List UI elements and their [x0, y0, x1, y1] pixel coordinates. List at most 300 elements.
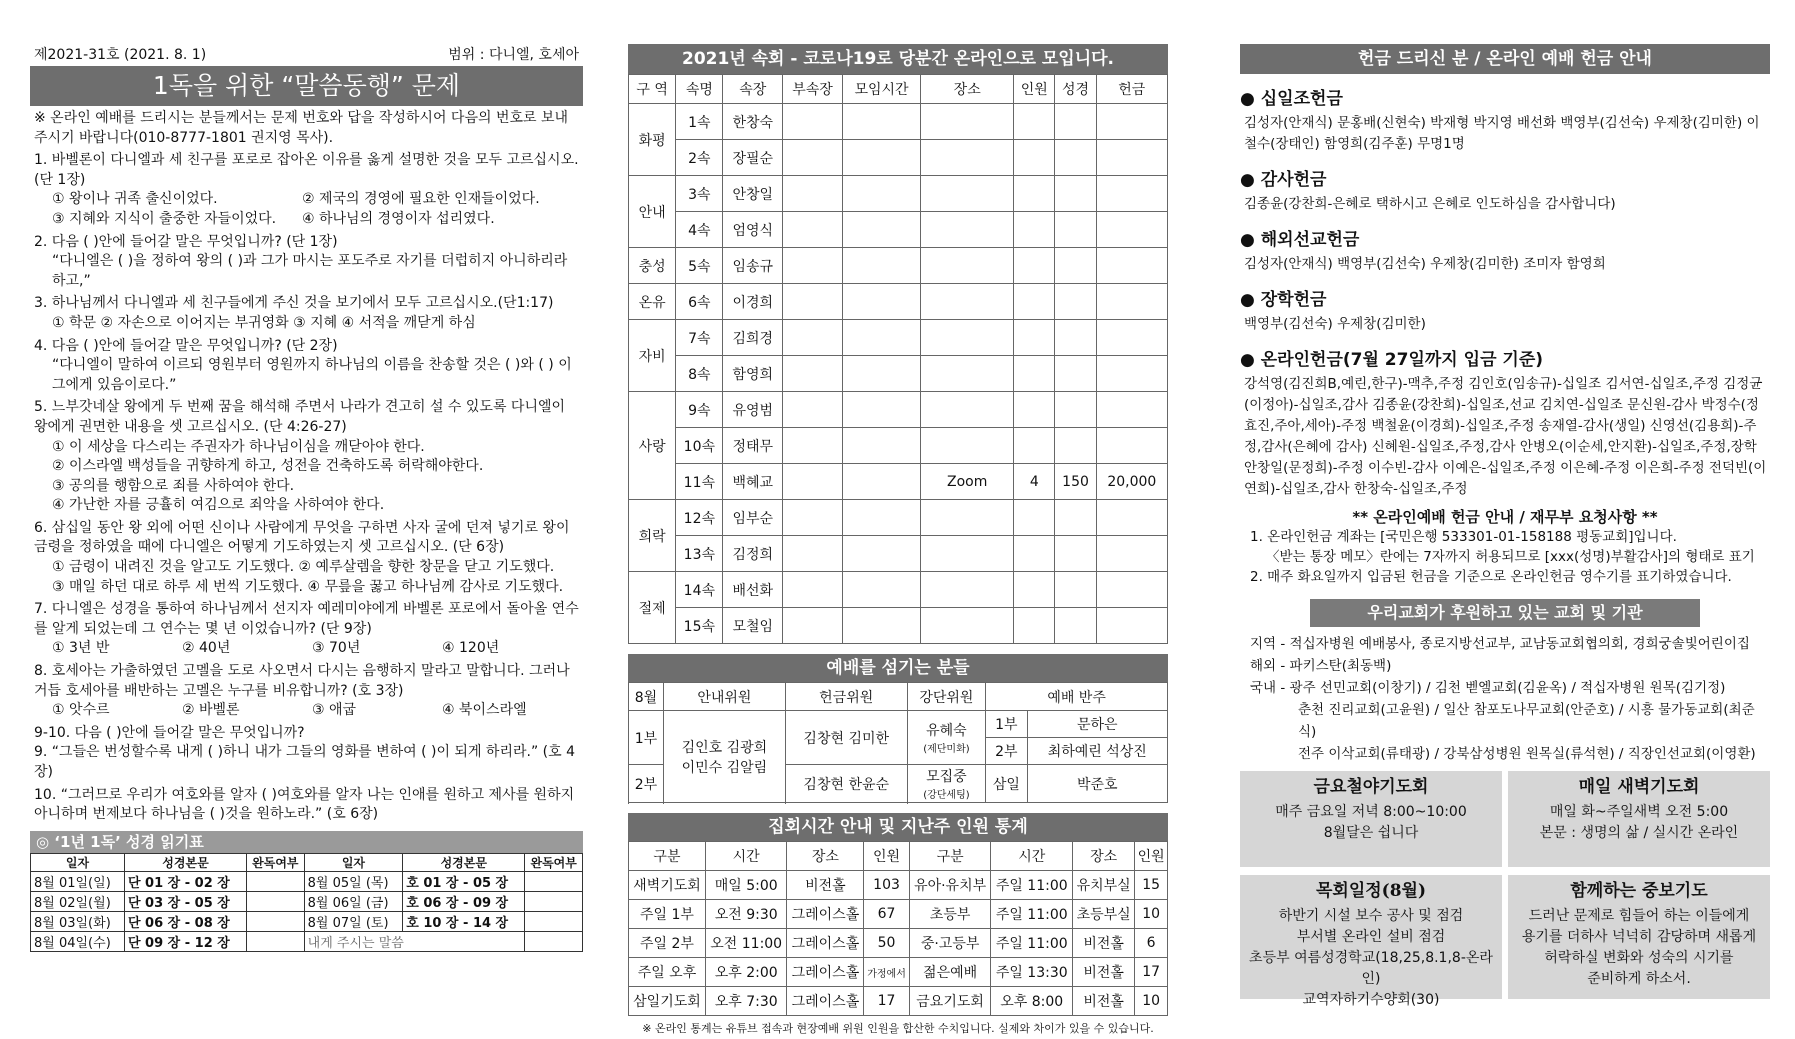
group-cell: [921, 176, 1014, 212]
column-header: 인원: [1135, 842, 1168, 871]
question-5: 5. 느부갓네살 왕에게 두 번째 꿈을 해석해 주면서 나라가 견고히 설 수 있도록 다니엘이 왕에게 권면한 내용을 셋 고르십시오. (단 4:26-27): [34, 399, 566, 435]
leader-cell: 김정희: [723, 536, 783, 572]
group-cell: [1014, 140, 1055, 176]
stats-cell: 유아·유치부: [909, 871, 991, 900]
group-name-cell: 1속: [676, 104, 723, 140]
column-header: 시간: [991, 842, 1073, 871]
request-item: 2. 매주 화요일까지 입금된 헌금을 기준으로 온라인헌금 영수기를 표기하였습니다.: [1250, 569, 1732, 585]
table-row: [629, 320, 1168, 356]
group-cell: [842, 176, 920, 212]
done-checkbox[interactable]: [525, 911, 583, 931]
friday-prayer-box: [1240, 771, 1502, 867]
column-header: 구분: [909, 842, 991, 871]
group-name-cell: 6속: [676, 284, 723, 320]
quiz-title: 1독을 위한 “말씀동행” 문제: [30, 66, 583, 106]
stats-cell: 10: [1135, 987, 1168, 1016]
group-name-cell: 15속: [676, 608, 723, 644]
altar-name: 모집중: [926, 769, 967, 785]
group-cell: Zoom: [921, 464, 1014, 500]
group-cell: [842, 536, 920, 572]
scholarship-names: 백영부(김선숙) 우제창(김미한): [1244, 316, 1426, 332]
q1-option: ① 왕이나 귀족 출신이었다.: [52, 191, 218, 208]
leader-cell: 백혜교: [723, 464, 783, 500]
group-cell: [783, 212, 843, 248]
question-1: 1. 바벨론이 다니엘과 세 친구를 포로로 잡아온 이유를 옳게 설명한 것을 모두 고르십시오. (단 1장): [34, 152, 579, 188]
group-cell: [842, 140, 920, 176]
table-row: [629, 958, 1168, 987]
group-cell: [1014, 176, 1055, 212]
column-header: 일자: [304, 853, 403, 871]
table-row: [629, 392, 1168, 428]
group-cell: [783, 140, 843, 176]
intercession-box: [1508, 875, 1770, 999]
box-title: 금요철야기도회: [1313, 777, 1429, 797]
scholarship-heading: ● 장학헌금: [1240, 290, 1327, 310]
column-header: 인원: [864, 842, 909, 871]
column-header: 헌금: [1096, 75, 1167, 104]
table-row: [629, 500, 1168, 536]
group-cell: [1055, 248, 1096, 284]
leader-cell: 한창숙: [723, 104, 783, 140]
district-cell: 충성: [629, 248, 676, 284]
q7-option: ① 3년 반: [52, 640, 110, 657]
column-header: 강단위원: [907, 683, 986, 711]
table-row: [629, 572, 1168, 608]
question-9-10: 9-10. 다음 ( )안에 들어갈 말은 무엇입니까?: [34, 724, 305, 741]
offerings-title: 헌금 드리신 분 / 온라인 예배 헌금 안내: [1240, 44, 1770, 74]
thanks-names: 김종윤(강찬희-은혜로 택하시고 은혜로 인도하심을 감사합니다): [1244, 196, 1616, 212]
column-header: 일자: [31, 853, 125, 871]
group-cell: [1096, 212, 1167, 248]
groups-column: [628, 44, 1168, 1036]
group-name-cell: 11속: [676, 464, 723, 500]
service-label: 2부: [629, 765, 664, 803]
group-cell: [783, 104, 843, 140]
group-cell: [921, 392, 1014, 428]
group-cell: 20,000: [1096, 464, 1167, 500]
group-cell: [1096, 572, 1167, 608]
offering-cell: 김창현 한윤순: [785, 765, 907, 803]
stats-cell: 15: [1135, 871, 1168, 900]
tithe-names: 김성자(안재식) 문홍배(신현숙) 박재형 박지영 배선화 백영부(김선숙) 우제창(김미한) 이철수(장태인) 함영희(김주훈) 무명1명: [1244, 115, 1760, 152]
date-cell: 8월 06일 (금): [304, 891, 403, 911]
group-name-cell: 7속: [676, 320, 723, 356]
group-cell: [921, 140, 1014, 176]
group-cell: [842, 356, 920, 392]
stats-cell: 주일 13:30: [991, 958, 1073, 987]
q7-option: ② 40년: [182, 640, 231, 657]
support-line: 국내 - 광주 선민교회(이창기) / 김천 벧엘교회(김윤옥) / 적십자병원 원목(김기정): [1250, 680, 1726, 696]
box-line: 용기를 더하사 넉넉히 감당하며 새롭게: [1521, 929, 1757, 945]
q5-option: ① 이 세상을 다스리는 주권자가 하나님이심을 깨닫아야 한다.: [52, 438, 425, 455]
passage-cell: 호 01 장 - 05 장: [403, 871, 525, 891]
group-cell: [1014, 320, 1055, 356]
group-cell: [1096, 140, 1167, 176]
group-name-cell: 3속: [676, 176, 723, 212]
stats-cell: 17: [864, 987, 909, 1016]
group-cell: [842, 572, 920, 608]
question-2: 2. 다음 ( )안에 들어갈 말은 무엇입니까? (단 1장): [34, 233, 338, 250]
column-header: 시간: [705, 842, 787, 871]
group-cell: [1096, 500, 1167, 536]
group-cell: [1055, 356, 1096, 392]
table-row: [629, 536, 1168, 572]
passage-cell: 단 06 장 - 08 장: [124, 911, 246, 931]
support-line: 춘천 진리교회(고윤원) / 일산 참포도나무교회(안준호) / 시흥 물가동교회(최준식): [1298, 702, 1755, 740]
table-row: [629, 284, 1168, 320]
box-title: 매일 새벽기도회: [1578, 777, 1700, 797]
tithe-heading: ● 십일조헌금: [1240, 89, 1343, 109]
memo-cell[interactable]: [525, 931, 583, 951]
question-2-body: “다니엘은 ( )을 정하여 왕의 ( )과 그가 마시는 포도주로 자기를 더럽히지 아니하리라 하고,”: [52, 253, 568, 289]
column-header: 인원: [1014, 75, 1055, 104]
group-cell: [921, 356, 1014, 392]
reading-plan-title: ◎ ‘1년 1독’ 성경 읽기표: [30, 831, 583, 853]
stats-cell: 비전홀: [1073, 987, 1135, 1016]
question-4: 4. 다음 ( )안에 들어갈 말은 무엇입니까? (단 2장): [34, 337, 338, 354]
group-cell: [783, 356, 843, 392]
question-10: 10. “그러므로 우리가 여호와를 알자 ( )여호와를 알자 나는 인애를 원하고 제사를 원하지 아니하며 번제보다 하나님을 ( )것을 원하노라.” (호 6장): [34, 786, 575, 823]
stats-cell: 삼일기도회: [629, 987, 706, 1016]
column-header: 장소: [921, 75, 1014, 104]
leader-cell: 안창일: [723, 176, 783, 212]
stats-cell: 주일 오후: [629, 958, 706, 987]
q1-option: ② 제국의 경영에 필요한 인재들이었다.: [302, 191, 540, 208]
group-cell: [921, 284, 1014, 320]
group-cell: [842, 104, 920, 140]
q8-option: ② 바벨론: [182, 702, 240, 719]
stats-cell: 가정에서: [864, 958, 909, 987]
table-row: [31, 931, 583, 951]
group-cell: [1096, 428, 1167, 464]
group-cell: [1096, 284, 1167, 320]
question-7: 7. 다니엘은 성경을 통하여 하나님께서 선지자 예레미야에게 바벨론 포로에서 돌아올 연수를 알게 되었는데 그 연수는 몇 년 이었습니까? (단 9장): [34, 601, 579, 637]
group-cell: [1096, 176, 1167, 212]
column-header: 구분: [629, 842, 706, 871]
column-header: 성경본문: [124, 853, 246, 871]
group-cell: [1096, 356, 1167, 392]
group-name-cell: 2속: [676, 140, 723, 176]
stats-cell: 매일 5:00: [705, 871, 787, 900]
done-checkbox[interactable]: [525, 891, 583, 911]
group-cell: [1096, 608, 1167, 644]
district-cell: 화평: [629, 104, 676, 176]
leader-cell: 정태무: [723, 428, 783, 464]
table-row: [629, 428, 1168, 464]
column-header: 완독여부: [525, 853, 583, 871]
district-cell: 온유: [629, 284, 676, 320]
music-service: 2부: [986, 738, 1027, 765]
stats-cell: 주일 11:00: [991, 929, 1073, 958]
stats-cell: 금요기도회: [909, 987, 991, 1016]
group-cell: [1055, 104, 1096, 140]
column-header: 장소: [787, 842, 864, 871]
group-cell: [1055, 500, 1096, 536]
stats-cell: 새벽기도회: [629, 871, 706, 900]
stats-cell: 비전홀: [787, 871, 864, 900]
table-row: [31, 871, 583, 891]
support-line: 지역 - 적십자병원 예배봉사, 종로지방선교부, 교남동교회협의회, 경희궁솔빛어린이집: [1250, 636, 1750, 652]
leader-cell: 함영희: [723, 356, 783, 392]
servers-table: [628, 682, 1168, 803]
ministry-schedule-box: [1240, 875, 1502, 1008]
group-cell: [783, 608, 843, 644]
groups-title: 2021년 속회 - 코로나19로 당분간 온라인으로 모입니다.: [628, 44, 1168, 74]
column-header: 예배 반주: [986, 683, 1168, 711]
q8-option: ① 앗수르: [52, 702, 110, 719]
group-cell: [1055, 212, 1096, 248]
stats-cell: 6: [1135, 929, 1168, 958]
district-cell: 사랑: [629, 392, 676, 500]
group-name-cell: 8속: [676, 356, 723, 392]
group-cell: [783, 176, 843, 212]
done-checkbox[interactable]: [247, 871, 305, 891]
table-row: [629, 608, 1168, 644]
group-cell: [783, 248, 843, 284]
box-line: 하반기 시설 보수 공사 및 점검: [1278, 908, 1464, 924]
stats-cell: 17: [1135, 958, 1168, 987]
done-checkbox[interactable]: [525, 871, 583, 891]
question-8: 8. 호세아는 가출하였던 고멜을 도로 사오면서 다시는 음행하지 말라고 말합니다. 그러나 거듭 호세아를 배반하는 고멜은 누구를 비유합니까? (호 3장): [34, 663, 570, 699]
q7-option: ③ 70년: [312, 640, 361, 657]
stats-cell: 비전홀: [1073, 958, 1135, 987]
column-header: 구 역: [629, 75, 676, 104]
group-cell: 4: [1014, 464, 1055, 500]
question-9: 9. “그들은 번성할수록 내게 ( )하니 내가 그들의 영화를 변하여 ( )이 되게 하리라.” (호 4장): [34, 744, 576, 780]
quiz-intro: ※ 온라인 예배를 드리시는 분들께서는 문제 번호와 답을 작성하시어 다음의 번호로 보내주시기 바랍니다(010-8777-1801 권지영 목사).: [34, 110, 569, 146]
group-cell: [783, 536, 843, 572]
group-cell: [842, 608, 920, 644]
group-cell: [921, 320, 1014, 356]
request-item: 〈받는 통장 메모〉란에는 7자까지 허용되므로 [xxx(성명)부활감사]의 형태로 표기: [1266, 549, 1755, 565]
group-cell: [1055, 392, 1096, 428]
guides-cell: 김인호 김광희 이민수 김알림: [663, 711, 785, 803]
group-cell: [783, 392, 843, 428]
group-cell: [1014, 536, 1055, 572]
stats-cell: 유치부실: [1073, 871, 1135, 900]
group-cell: [783, 320, 843, 356]
q5-option: ② 이스라엘 백성들을 귀향하게 하고, 성전을 건축하도록 허락해야한다.: [52, 458, 484, 475]
stats-cell: 젊은예배: [909, 958, 991, 987]
table-row: [629, 248, 1168, 284]
q5-option: ③ 공의를 행함으로 죄를 사하여야 한다.: [52, 477, 295, 494]
table-header-row: [31, 853, 583, 871]
table-row: [629, 356, 1168, 392]
district-cell: 안내: [629, 176, 676, 248]
table-header-row: [629, 683, 1168, 711]
stats-title: 집회시간 안내 및 지난주 인원 통계: [628, 813, 1168, 841]
leader-cell: 임부순: [723, 500, 783, 536]
group-cell: [1014, 356, 1055, 392]
group-cell: 150: [1055, 464, 1096, 500]
group-cell: [783, 572, 843, 608]
box-line: 준비하게 하소서.: [1587, 971, 1691, 987]
leader-cell: 엄영식: [723, 212, 783, 248]
stats-cell: 오후 7:30: [705, 987, 787, 1016]
group-name-cell: 14속: [676, 572, 723, 608]
quiz-column: [30, 44, 583, 952]
stats-cell: 주일 2부: [629, 929, 706, 958]
q8-option: ③ 애굽: [312, 702, 357, 719]
mission-names: 김성자(안재식) 백영부(김선숙) 우제창(김미한) 조미자 함영희: [1244, 256, 1606, 272]
column-header: 성경: [1055, 75, 1096, 104]
group-cell: [842, 464, 920, 500]
q6-option: ① 금령이 내려진 것을 알고도 기도했다. ② 예루살렘을 향한 창문을 닫고 기도했다.: [52, 559, 555, 576]
group-cell: [1014, 212, 1055, 248]
date-cell: 8월 05일 (목): [304, 871, 403, 891]
stats-cell: 초등부: [909, 900, 991, 929]
q1-option: ④ 하나님의 경영이자 섭리였다.: [302, 210, 495, 227]
table-row: [31, 911, 583, 931]
box-line: 8월달은 쉽니다: [1323, 825, 1419, 841]
table-row: [629, 464, 1168, 500]
question-6: 6. 삼십일 동안 왕 외에 어떤 신이나 사람에게 무엇을 구하면 사자 굴에 던져 넣기로 왕이 금령을 정하였을 때에 다니엘은 어떻게 기도하였는지 셋 고르십시오. (단 6장): [34, 519, 570, 556]
music-cell: 박준호: [1027, 765, 1167, 803]
table-row: [629, 871, 1168, 900]
group-cell: [842, 428, 920, 464]
request-title: ** 온라인예배 헌금 안내 / 재무부 요청사항 **: [1352, 508, 1658, 526]
stats-cell: 그레이스홀: [787, 929, 864, 958]
group-cell: [1055, 284, 1096, 320]
group-cell: [921, 248, 1014, 284]
group-cell: [1055, 320, 1096, 356]
box-line: 드러난 문제로 힘들어 하는 이들에게: [1528, 908, 1750, 924]
stats-table: [628, 841, 1168, 1016]
table-header-row: [629, 842, 1168, 871]
table-row: [629, 104, 1168, 140]
group-cell: [1014, 392, 1055, 428]
online-offering-heading: ● 온라인헌금(7월 27일까지 입금 기준): [1240, 350, 1544, 370]
group-name-cell: 10속: [676, 428, 723, 464]
q8-option: ④ 북이스라엘: [442, 702, 527, 719]
scope-label: 범위 : 다니엘, 호세아: [448, 47, 579, 63]
group-cell: [842, 320, 920, 356]
stats-cell: 주일 11:00: [991, 900, 1073, 929]
q5-option: ④ 가난한 자를 긍휼히 여김으로 죄악을 사하여야 한다.: [52, 497, 385, 514]
group-cell: [842, 392, 920, 428]
stats-cell: 50: [864, 929, 909, 958]
passage-cell: 호 10 장 - 14 장: [403, 911, 525, 931]
service-label: 1부: [629, 711, 664, 765]
request-item: 1. 온라인헌금 계좌는 [국민은행 533301-01-158188 평동교회]입니다.: [1250, 529, 1677, 545]
box-line: 매일 화~주일새벽 오전 5:00: [1549, 804, 1729, 820]
column-header: 8월: [629, 683, 664, 711]
offerings-column: [1240, 44, 1770, 1008]
group-cell: [1096, 248, 1167, 284]
group-cell: [1096, 392, 1167, 428]
column-header: 안내위원: [663, 683, 785, 711]
support-line: 해외 - 파키스탄(최동백): [1250, 658, 1392, 674]
group-name-cell: 4속: [676, 212, 723, 248]
leader-cell: 유영범: [723, 392, 783, 428]
group-name-cell: 13속: [676, 536, 723, 572]
group-cell: [1055, 608, 1096, 644]
column-header: 속장: [723, 75, 783, 104]
done-checkbox[interactable]: [247, 911, 305, 931]
info-boxes: [1240, 771, 1770, 1008]
group-cell: [921, 572, 1014, 608]
group-cell: [1014, 572, 1055, 608]
group-cell: [921, 608, 1014, 644]
date-cell: 8월 07일 (토): [304, 911, 403, 931]
box-line: 초등부 여름성경학교(18,25,8.1,8-온라인): [1249, 950, 1493, 987]
leader-cell: 모철임: [723, 608, 783, 644]
district-cell: 자비: [629, 320, 676, 392]
column-header: 장소: [1073, 842, 1135, 871]
date-cell: 8월 01일(일): [31, 871, 125, 891]
stats-cell: 67: [864, 900, 909, 929]
table-row: [629, 212, 1168, 248]
altar-cell: [907, 765, 986, 803]
support-title: 우리교회가 후원하고 있는 교회 및 기관: [1310, 599, 1700, 627]
q1-option: ③ 지혜와 지식이 출중한 자들이었다.: [52, 210, 277, 227]
table-row: [629, 176, 1168, 212]
group-cell: [1096, 536, 1167, 572]
group-cell: [1014, 428, 1055, 464]
stats-note: ※ 온라인 통계는 유튜브 접속과 현장예배 위원 인원을 합산한 수치입니다. 실제와 차이가 있을 수 있습니다.: [642, 1022, 1154, 1035]
column-header: 속명: [676, 75, 723, 104]
group-cell: [921, 212, 1014, 248]
box-line: 매주 금요일 저녁 8:00~10:00: [1275, 804, 1467, 820]
stats-cell: 오후 2:00: [705, 958, 787, 987]
stats-cell: 그레이스홀: [787, 958, 864, 987]
column-header: 성경본문: [403, 853, 525, 871]
q7-option: ④ 120년: [442, 640, 500, 657]
passage-cell: 단 03 장 - 05 장: [124, 891, 246, 911]
group-cell: [842, 284, 920, 320]
reading-plan-table: [30, 853, 583, 952]
stats-cell: 주일 11:00: [991, 871, 1073, 900]
passage-cell: 단 01 장 - 02 장: [124, 871, 246, 891]
table-row: [629, 929, 1168, 958]
done-checkbox[interactable]: [247, 891, 305, 911]
group-cell: [1014, 104, 1055, 140]
leader-cell: 이경희: [723, 284, 783, 320]
table-header-row: [629, 75, 1168, 104]
done-checkbox[interactable]: [247, 931, 305, 951]
dawn-prayer-box: [1508, 771, 1770, 867]
memo-label: 내게 주시는 말씀: [304, 931, 525, 951]
music-service: 삼일: [986, 765, 1027, 803]
table-row: [629, 987, 1168, 1016]
box-line: 부서별 온라인 설비 점검: [1296, 929, 1446, 945]
passage-cell: 단 09 장 - 12 장: [124, 931, 246, 951]
column-header: 부속장: [783, 75, 843, 104]
date-cell: 8월 02일(월): [31, 891, 125, 911]
issue-number: 제2021-31호 (2021. 8. 1): [34, 47, 207, 63]
group-cell: [1055, 572, 1096, 608]
group-cell: [1055, 536, 1096, 572]
stats-cell: 그레이스홀: [787, 987, 864, 1016]
district-cell: 희락: [629, 500, 676, 572]
box-title: 목회일정(8월): [1315, 881, 1427, 901]
group-cell: [1014, 500, 1055, 536]
leader-cell: 임송규: [723, 248, 783, 284]
altar-cell: [907, 711, 986, 765]
box-line: 본문 : 생명의 삶 / 실시간 온라인: [1539, 825, 1739, 841]
group-cell: [1055, 428, 1096, 464]
stats-cell: 중·고등부: [909, 929, 991, 958]
table-row: [31, 891, 583, 911]
group-cell: [921, 104, 1014, 140]
online-offering-names: 강석영(김진희B,예린,한구)-맥추,주정 김인호(임송규)-십일조 김서연-십일조,주정 김정균(이정아)-십일조,감사 김종윤(강찬희)-십일조,선교 김치연-십일조 문신원-감사 박정수(정효진,주아,세아)-주정 백철윤(이경희)-십일조,주정 송재열-감사(생일) 신영선(김용희)-주정,감사(은혜에 감사) 신혜원-십일조,주정,감사 안병오(이순세,안지환)-십일조,주정,장학 안창일(문정희)-주정 이수빈-감사 이예은-십일조,주정 이은혜-주정 이은희-주정 전덕빈(이연희)-십일조,감사 한창숙-십일조,주정: [1244, 376, 1767, 497]
stats-cell: 초등부실: [1073, 900, 1135, 929]
stats-cell: 비전홀: [1073, 929, 1135, 958]
box-line: 교역자하기수양회(30): [1302, 992, 1440, 1008]
group-cell: [842, 212, 920, 248]
column-header: 완독여부: [247, 853, 305, 871]
group-cell: [921, 500, 1014, 536]
